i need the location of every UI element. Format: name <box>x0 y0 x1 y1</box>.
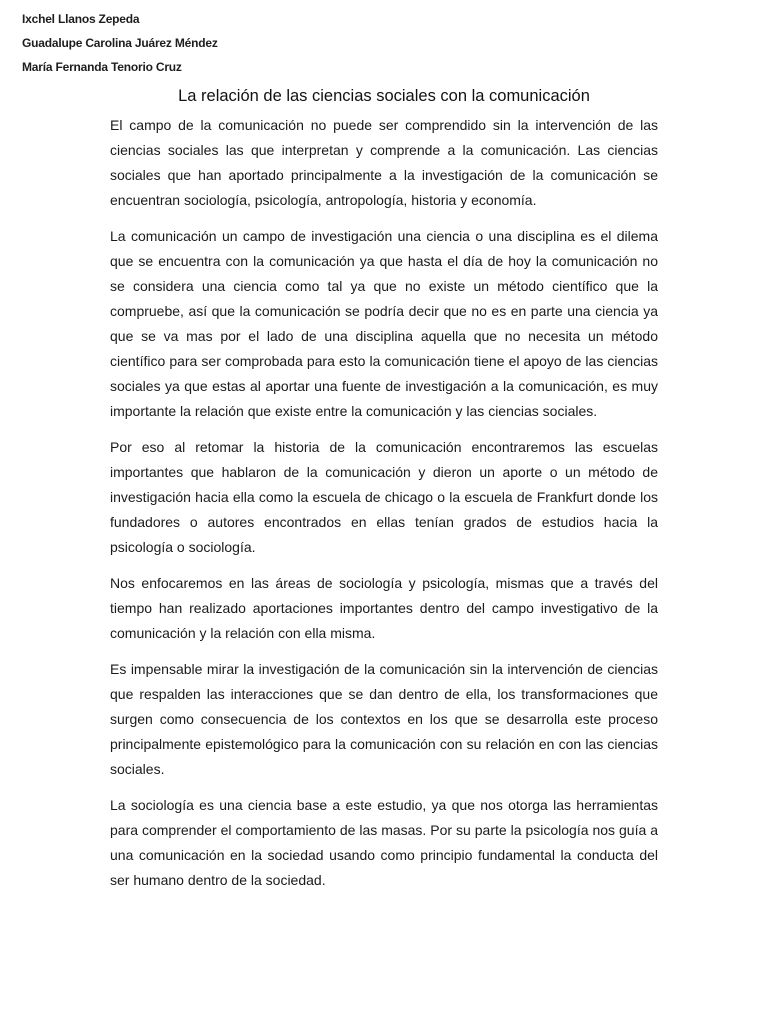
document-body <box>110 113 658 904</box>
author-name: María Fernanda Tenorio Cruz <box>22 60 182 74</box>
body-paragraph: Es impensable mirar la investigación de la comunicación sin la intervención de ciencias que respalden las interacciones que se dan dentro de ella, los transformaciones que surgen como consecuencia de los contextos en los que se desarrolla este proceso principalmente epistemológico para la comunicación con su relación en con las ciencias sociales. <box>110 661 658 777</box>
body-paragraph: El campo de la comunicación no puede ser comprendido sin la intervención de las ciencias sociales las que interpretan y comprende a la comunicación. Las ciencias sociales que han aportado principalmente a la investigación de la comunicación se encuentran sociología, psicología, antropología, historia y economía. <box>110 117 658 208</box>
body-paragraph: La comunicación un campo de investigación una ciencia o una disciplina es el dilema que se encuentra con la comunicación ya que hasta el día de hoy la comunicación no se considera una ciencia como tal ya que no existe un método científico que la compruebe, así que la comunicación se podría decir que no es en parte una ciencia ya que se va mas por el lado de una disciplina aquella que no necesita un método científico para ser comprobada para esto la comunicación tiene el apoyo de las ciencias sociales ya que estas al aportar una fuente de investigación a la comunicación, es muy importante la relación que existe entre la comunicación y las ciencias sociales. <box>110 228 658 419</box>
author-name: Guadalupe Carolina Juárez Méndez <box>22 36 218 50</box>
author-name: Ixchel Llanos Zepeda <box>22 12 140 26</box>
document-title: La relación de las ciencias sociales con la comunicación <box>178 87 590 105</box>
body-paragraph: Por eso al retomar la historia de la comunicación encontraremos las escuelas importantes que hablaron de la comunicación y dieron un aporte o un método de investigación hacia ella como la escuela de chicago o la escuela de Frankfurt donde los fundadores o autores encontrados en ellas tenían grados de estudios hacia la psicología o sociología. <box>110 439 658 555</box>
body-paragraph: La sociología es una ciencia base a este estudio, ya que nos otorga las herramientas para comprender el comportamiento de las masas. Por su parte la psicología nos guía a una comunicación en la sociedad usando como principio fundamental la conducta del ser humano dentro de la sociedad. <box>110 797 658 888</box>
author-list <box>22 9 218 81</box>
body-paragraph: Nos enfocaremos en las áreas de sociología y psicología, mismas que a través del tiempo han realizado aportaciones importantes dentro del campo investigativo de la comunicación y la relación con ella misma. <box>110 575 658 641</box>
